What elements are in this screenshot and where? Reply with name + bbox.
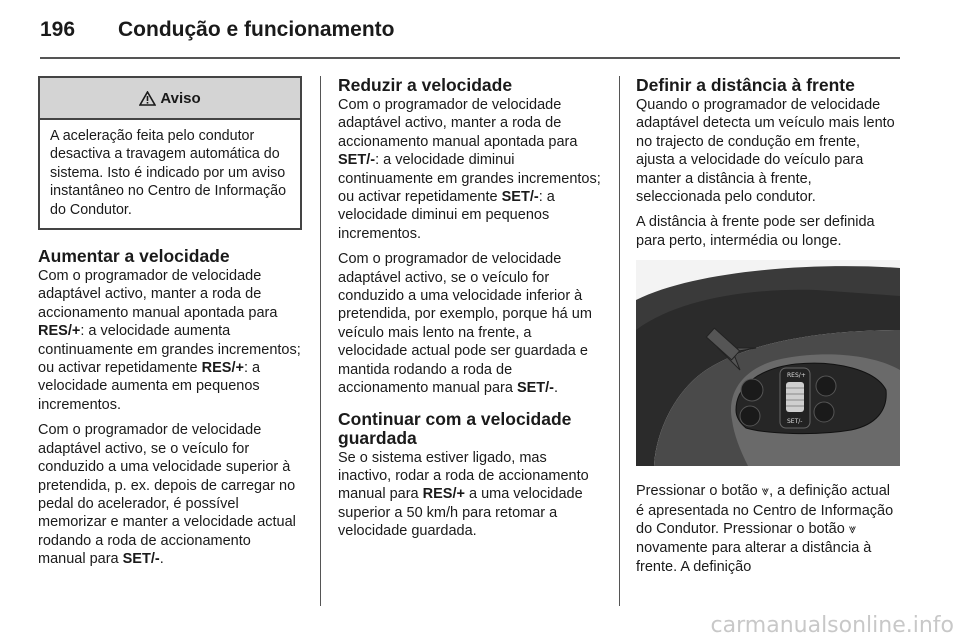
column-divider <box>619 76 620 606</box>
paragraph: A distância à frente pode ser definida para perto, intermédia ou longe. <box>636 214 875 249</box>
text-run: : a velocidade diminui continuamente em grandes incrementos; ou activar repetidamente <box>338 152 601 206</box>
warning-header <box>40 78 300 120</box>
warning-box <box>38 76 302 230</box>
column-2 <box>338 76 602 548</box>
section-heading-resume: Continuar com a velocidade guardada <box>338 408 572 448</box>
steering-wheel-illustration <box>636 260 900 466</box>
column-divider <box>320 76 321 606</box>
paragraph <box>38 267 302 414</box>
control-label: SET/- <box>501 189 539 206</box>
text-run: Pressionar o botão <box>636 483 762 500</box>
paragraph: Quando o programador de velocidade adaptável detecta um veículo mais lento no trajecto de condução em frente, ajusta a velocidade do veículo para manter a distância à frente, seleccionada pelo condutor. <box>636 97 895 206</box>
wheel-label-set: SET/- <box>787 418 803 426</box>
column-1 <box>38 76 302 576</box>
page-number: 196 <box>40 18 76 41</box>
text-run: . <box>554 380 559 397</box>
text-run: a uma velocidade superior a 50 km/h para retomar a velocidade guardada. <box>338 486 583 540</box>
text-run: Se o sistema estiver ligado, mas inactivo, rodar a roda de accionamento manual para <box>338 449 589 503</box>
warning-title: Aviso <box>160 89 201 107</box>
distance-button-icon: ⩔ <box>761 484 770 500</box>
text-run: . <box>159 551 164 568</box>
text-run: Com o programador de velocidade adaptável activo, se o veículo for conduzido a uma velocidade superior à pretendida, p. ex. depois de carregar no pedal do acelerador, é possível memorizar e manter a velocidade actual rodando a roda de accionamento manual para <box>38 422 296 568</box>
paragraph <box>338 250 602 397</box>
page-title: Condução e funcionamento <box>118 18 395 41</box>
header-divider <box>40 57 900 59</box>
paragraph <box>338 449 602 541</box>
wheel-label-res: RES/+ <box>787 372 806 380</box>
text-run: novamente para alterar a distância à frente. A definição <box>636 540 872 575</box>
steering-wheel-figure <box>636 260 900 466</box>
paragraph <box>38 421 302 568</box>
distance-button-icon: ⩔ <box>848 522 857 538</box>
text-run: Com o programador de velocidade adaptável activo, manter a roda de accionamento manual apontada para <box>38 268 278 321</box>
control-label: RES/+ <box>422 486 465 503</box>
text-run: : a velocidade aumenta em pequenos incrementos. <box>38 360 261 413</box>
control-label: RES/+ <box>201 360 244 377</box>
column-3 <box>636 76 900 583</box>
text-run: : a velocidade aumenta continuamente em grandes incrementos; ou activar repetidamente <box>38 323 301 377</box>
warning-triangle-icon <box>139 91 156 106</box>
text-run: : a velocidade diminui em pequenos incrementos. <box>338 189 555 242</box>
control-label: SET/- <box>516 380 555 397</box>
paragraph <box>338 96 602 243</box>
warning-text: A aceleração feita pelo condutor desactiva a travagem automática do sistema. Isto é indicado por um aviso instantâneo no Centro de Informação do Condutor. <box>50 128 287 218</box>
control-label: SET/- <box>122 551 160 568</box>
control-label: SET/- <box>338 152 376 169</box>
page-header <box>40 10 920 50</box>
section-heading-distance: Definir a distância à frente <box>636 75 855 95</box>
text-run: , a definição actual é apresentada no Centro de Informação do Condutor. Pressionar o botão <box>636 483 894 538</box>
paragraph <box>636 482 900 576</box>
section-heading-increase: Aumentar a velocidade <box>38 246 230 267</box>
control-label: RES/+ <box>38 323 81 340</box>
text-run: Com o programador de velocidade adaptável activo, manter a roda de accionamento manual apontada para <box>338 97 578 150</box>
section-heading-decrease: Reduzir a velocidade <box>338 75 513 95</box>
watermark: carmanualsonline.info <box>710 613 954 638</box>
text-run: Com o programador de velocidade adaptável activo, se o veículo for conduzido a uma velocidade inferior à pretendida, por exemplo, porque há um veículo mais lento na frente, a velocidade actual pode ser guardada e mantida rodando a roda de accionamento manual para <box>338 251 592 397</box>
